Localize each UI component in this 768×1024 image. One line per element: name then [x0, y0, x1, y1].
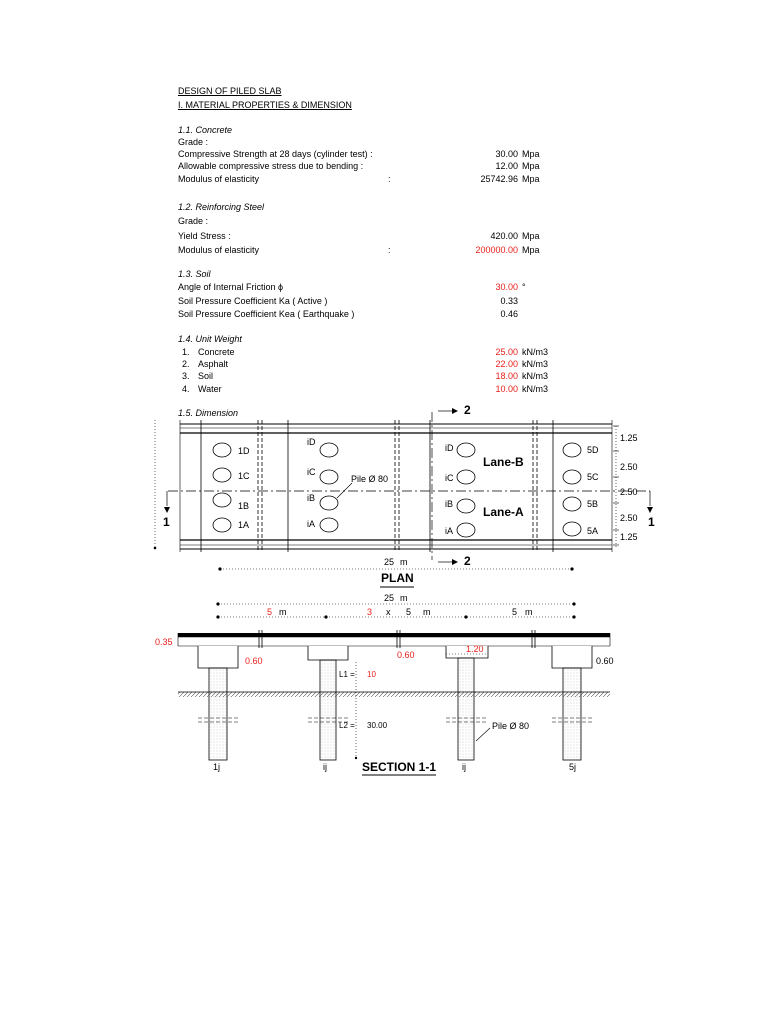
- cap-height-2: 0.60: [397, 650, 415, 660]
- span-right-unit: m: [525, 607, 533, 617]
- pile-name-ij-2: ij: [323, 762, 327, 772]
- section-slab-joints: [259, 630, 535, 648]
- yield-stress-unit: Mpa: [522, 231, 540, 241]
- pile-label-1A: 1A: [238, 520, 250, 530]
- section-mark-1-right: [647, 491, 653, 513]
- ka-value: 0.33: [500, 296, 518, 306]
- concrete-modulus-unit: Mpa: [522, 174, 540, 184]
- pile-break-marks: [198, 718, 592, 722]
- uw-value-concrete: 25.00: [495, 347, 518, 357]
- pile-label-5B: 5B: [587, 499, 599, 509]
- uw-label-water: Water: [198, 384, 222, 394]
- pile-5D: [563, 443, 581, 457]
- plan-right-dimension: [613, 426, 619, 548]
- steel-modulus-unit: Mpa: [522, 245, 540, 255]
- pile-label-iC-2: iC: [307, 467, 316, 477]
- yield-stress-value: 420.00: [490, 231, 518, 241]
- pile-iB-2: [320, 496, 338, 510]
- pile-label-iC-3: iC: [445, 473, 454, 483]
- pile-1A: [213, 518, 231, 532]
- plan-length-unit: m: [400, 557, 408, 567]
- span-x: x: [386, 607, 391, 617]
- cap-height-1: 0.60: [245, 656, 263, 666]
- pile-label-5D: 5D: [587, 445, 599, 455]
- pile-label-iB-3: iB: [445, 499, 454, 509]
- section-mark-2-top: [438, 408, 458, 414]
- uw-label-concrete: Concrete: [198, 347, 235, 357]
- kea-label: Soil Pressure Coefficient Kea ( Earthquake ): [178, 309, 355, 319]
- cut-mark-2-bottom: 2: [464, 554, 471, 568]
- pile-name-ij-3: ij: [462, 762, 466, 772]
- allowable-stress-value: 12.00: [495, 161, 518, 171]
- plan-spacing-1: 1.25: [620, 433, 638, 443]
- pile-iC-2: [320, 470, 338, 484]
- uw-value-water: 10.00: [495, 384, 518, 394]
- pile-name-1j: 1j: [213, 762, 221, 772]
- friction-angle-unit: °: [522, 282, 526, 292]
- cut-mark-1-right: 1: [648, 515, 655, 529]
- span-left-unit: m: [279, 607, 287, 617]
- plan-spacing-4: 2.50: [620, 513, 638, 523]
- concrete-grade-label: Grade :: [178, 137, 209, 147]
- pile-name-5j: 5j: [569, 762, 577, 772]
- ground-line: [178, 692, 610, 697]
- uw-label-soil: Soil: [198, 371, 214, 381]
- section-piles: [209, 658, 581, 760]
- concrete-modulus-value: 25742.96: [480, 174, 518, 184]
- dimension-heading: 1.5. Dimension: [178, 408, 239, 418]
- plan-spacing-3: 2.50: [620, 487, 638, 497]
- friction-angle-value: 30.00: [495, 282, 518, 292]
- slab-thickness: 0.35: [155, 637, 173, 647]
- lane-b-label: Lane-B: [483, 455, 524, 469]
- pile-1D: [213, 443, 231, 457]
- section-heading-material: I. MATERIAL PROPERTIES & DIMENSION: [178, 100, 352, 110]
- steel-modulus-colon: :: [388, 245, 391, 255]
- section-mark-2-bottom: [438, 559, 458, 565]
- yield-stress-label: Yield Stress :: [178, 231, 231, 241]
- allowable-stress-label: Allowable compressive stress due to bending :: [178, 161, 364, 171]
- section-pile-callout: Pile Ø 80: [492, 721, 530, 731]
- compressive-strength-unit: Mpa: [522, 149, 540, 159]
- unit-weight-heading: 1.4. Unit Weight: [178, 334, 242, 344]
- kea-value: 0.46: [500, 309, 518, 319]
- pile-label-5C: 5C: [587, 472, 599, 482]
- concrete-modulus-colon: :: [388, 174, 391, 184]
- plan-expansion-joints: [201, 420, 553, 552]
- pile-1B: [213, 493, 231, 507]
- uw-unit-water: kN/m3: [522, 384, 549, 394]
- pile-1C: [213, 468, 231, 482]
- steel-heading: 1.2. Reinforcing Steel: [178, 202, 265, 212]
- l1-label: L1 =: [339, 670, 355, 679]
- lane-a-label: Lane-A: [483, 505, 524, 519]
- pile-label-1D: 1D: [238, 446, 250, 456]
- uw-value-soil: 18.00: [495, 371, 518, 381]
- plan-length-dimension: [219, 568, 574, 571]
- steel-modulus-label: Modulus of elasticity: [178, 245, 260, 255]
- friction-angle-label: Angle of Internal Friction ϕ: [178, 282, 284, 292]
- pile-5A: [563, 522, 581, 536]
- pile-label-iD-2: iD: [307, 437, 316, 447]
- uw-unit-concrete: kN/m3: [522, 347, 549, 357]
- uw-no-1: 1.: [182, 347, 190, 357]
- plan-spacing-2: 2.50: [620, 462, 638, 472]
- section-length-unit: m: [400, 593, 408, 603]
- steel-modulus-value: 200000.00: [475, 245, 518, 255]
- document-title: DESIGN OF PILED SLAB: [178, 86, 282, 96]
- l2-value: 30.00: [367, 721, 388, 730]
- concrete-modulus-label: Modulus of elasticity: [178, 174, 260, 184]
- plan-length-value: 25: [384, 557, 395, 567]
- uw-no-4: 4.: [182, 384, 190, 394]
- pile-label-iB-2: iB: [307, 493, 316, 503]
- uw-no-3: 3.: [182, 371, 190, 381]
- span-right-value: 5: [512, 607, 518, 617]
- l2-label: L2 =: [339, 721, 355, 730]
- compressive-strength-label: Compressive Strength at 28 days (cylinder test) :: [178, 149, 373, 159]
- pile-iD-3: [457, 443, 475, 457]
- cap-height-3: 0.60: [596, 656, 614, 666]
- span-mid-value: 5: [406, 607, 412, 617]
- pile-iC-3: [457, 470, 475, 484]
- pile-iA-2: [320, 518, 338, 532]
- concrete-heading: 1.1. Concrete: [178, 125, 233, 135]
- section-slab: [178, 633, 610, 646]
- plan-slab-outline: [180, 420, 612, 552]
- plan-spacing-5: 1.25: [620, 532, 638, 542]
- allowable-stress-unit: Mpa: [522, 161, 540, 171]
- pile-label-iD-3: iD: [445, 443, 454, 453]
- uw-unit-asphalt: kN/m3: [522, 359, 549, 369]
- uw-no-2: 2.: [182, 359, 190, 369]
- uw-value-asphalt: 22.00: [495, 359, 518, 369]
- uw-label-asphalt: Asphalt: [198, 359, 229, 369]
- pile-iB-3: [457, 499, 475, 513]
- pile-5C: [563, 470, 581, 484]
- span-left-value: 5: [267, 607, 273, 617]
- uw-unit-soil: kN/m3: [522, 371, 549, 381]
- soil-heading: 1.3. Soil: [178, 269, 211, 279]
- span-mid-unit: m: [423, 607, 431, 617]
- pile-label-1C: 1C: [238, 471, 250, 481]
- plan-title: PLAN: [381, 571, 414, 585]
- plan-pile-callout: Pile Ø 80: [351, 474, 389, 484]
- pile-label-5A: 5A: [587, 526, 599, 536]
- ka-label: Soil Pressure Coefficient Ka ( Active ): [178, 296, 328, 306]
- pile-label-1B: 1B: [238, 501, 250, 511]
- span-count: 3: [367, 607, 373, 617]
- pile-5B: [563, 497, 581, 511]
- cut-mark-2-top: 2: [464, 403, 471, 417]
- l1-value: 10: [367, 670, 376, 679]
- steel-grade-label: Grade :: [178, 216, 209, 226]
- section-mark-1-left: [164, 491, 170, 513]
- compressive-strength-value: 30.00: [495, 149, 518, 159]
- plan-piles: [213, 443, 581, 537]
- pile-iA-3: [457, 523, 475, 537]
- pile-iD-2: [320, 443, 338, 457]
- section-title: SECTION 1-1: [362, 760, 437, 774]
- pile-label-iA-3: iA: [445, 526, 454, 536]
- pile-label-iA-2: iA: [307, 519, 316, 529]
- cut-mark-1-left: 1: [163, 515, 170, 529]
- section-length-value: 25: [384, 593, 395, 603]
- cap-width: 1.20: [466, 644, 484, 654]
